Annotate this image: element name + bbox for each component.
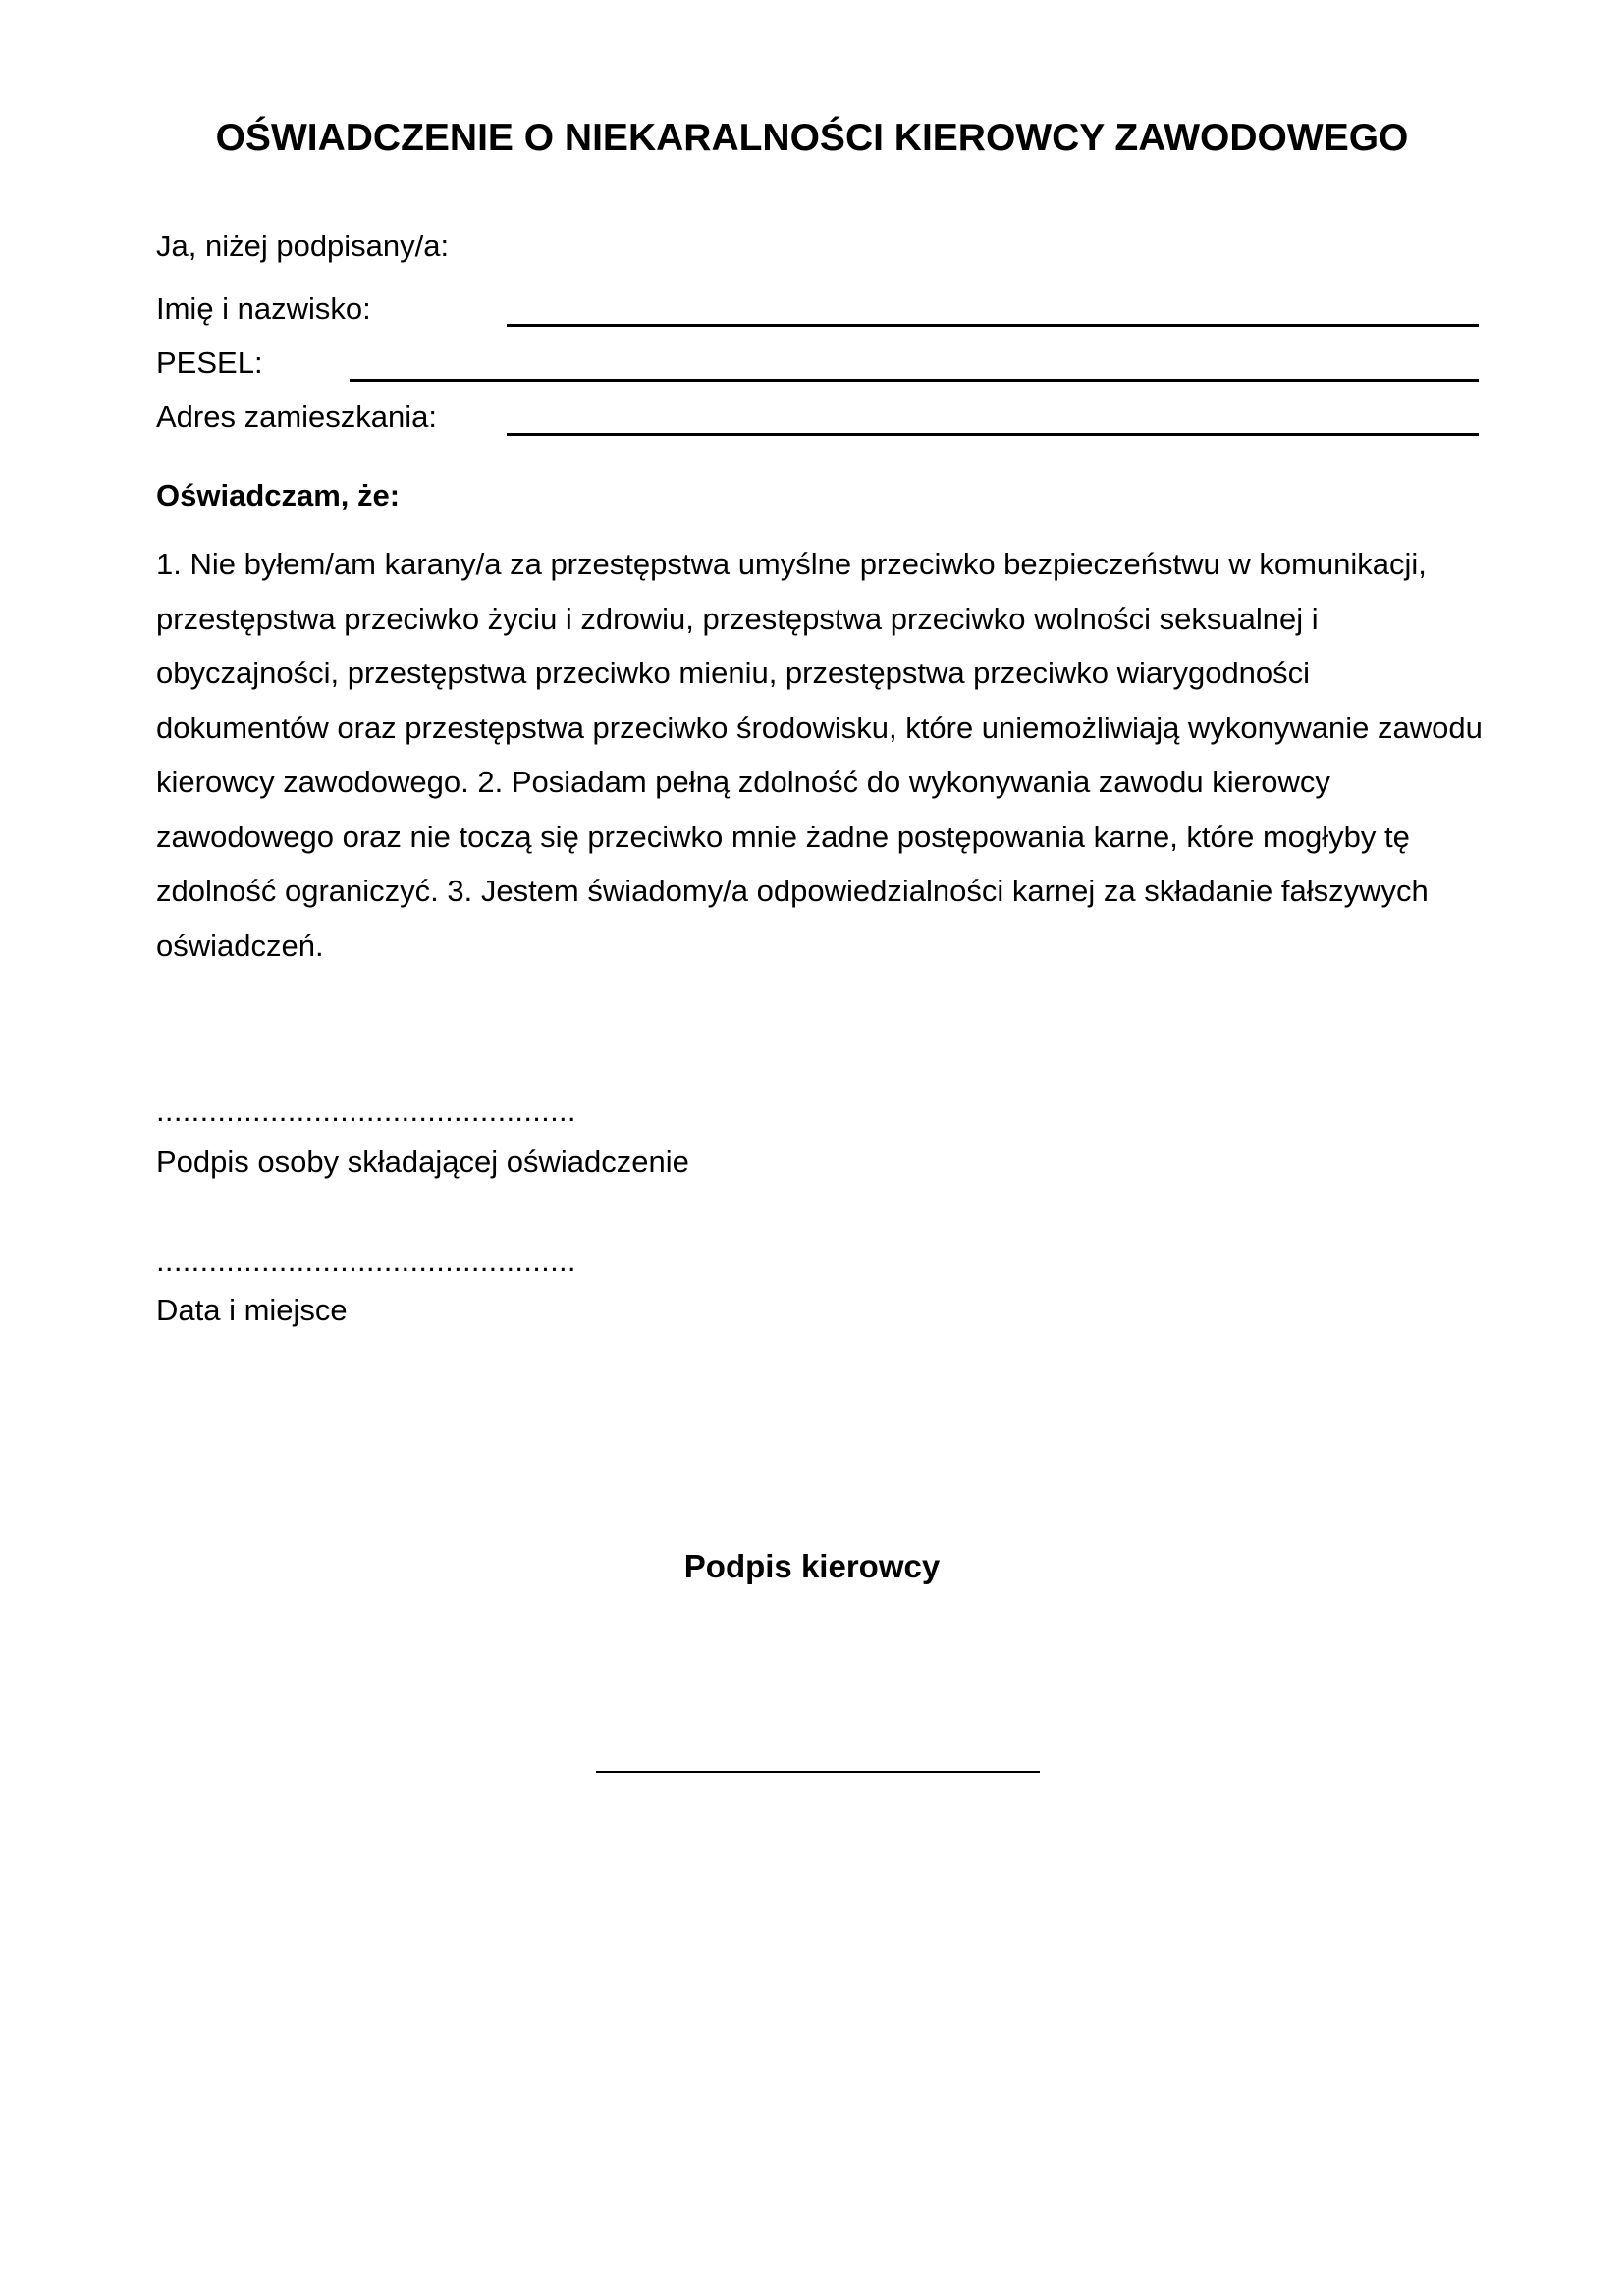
date-label: Data i miejsce — [156, 1293, 348, 1327]
declaration-body — [156, 537, 1487, 973]
signature-dots[interactable]: ................................................ — [156, 1094, 576, 1128]
declaration-line: zdolność ograniczyć. 3. Jestem świadomy/a odpowiedzialności karnej za składanie fałszywych — [156, 874, 1429, 908]
declaration-line: zawodowego oraz nie toczą się przeciwko mnie żadne postępowania karne, które mogłyby tę — [156, 819, 1410, 854]
declaration-line: dokumentów oraz przestępstwa przeciwko środowisku, które uniemożliwiają wykonywanie zawodu — [156, 710, 1483, 745]
pesel-input-line[interactable] — [350, 379, 1479, 382]
signature-label: Podpis osoby składającej oświadczenie — [156, 1145, 689, 1179]
date-dots[interactable]: ................................................ — [156, 1244, 576, 1278]
field-label-name: Imię i nazwisko: — [156, 292, 371, 326]
declaration-line: kierowcy zawodowego. 2. Posiadam pełną zdolność do wykonywania zawodu kierowcy — [156, 765, 1330, 799]
declaration-line: obyczajności, przestępstwa przeciwko mieniu, przestępstwa przeciwko wiarygodności — [156, 656, 1311, 690]
address-input-line[interactable] — [507, 433, 1479, 436]
declaration-line: oświadczeń. — [156, 928, 324, 963]
field-label-pesel: PESEL: — [156, 346, 263, 380]
name-input-line[interactable] — [507, 324, 1479, 327]
declaration-line: 1. Nie byłem/am karany/a za przestępstwa umyślne przeciwko bezpieczeństwu w komunikacji, — [156, 547, 1427, 581]
declaration-line: przestępstwa przeciwko życiu i zdrowiu, przestępstwa przeciwko wolności seksualnej i — [156, 601, 1319, 636]
field-label-address: Adres zamieszkania: — [156, 400, 438, 434]
document-title: OŚWIADCZENIE O NIEKARALNOŚCI KIEROWCY ZAWODOWEGO — [215, 117, 1409, 159]
intro-text: Ja, niżej podpisany/a: — [156, 229, 450, 263]
declaration-heading: Oświadczam, że: — [156, 478, 401, 512]
driver-signature-line[interactable] — [596, 1771, 1040, 1773]
driver-signature-heading: Podpis kierowcy — [683, 1548, 941, 1584]
